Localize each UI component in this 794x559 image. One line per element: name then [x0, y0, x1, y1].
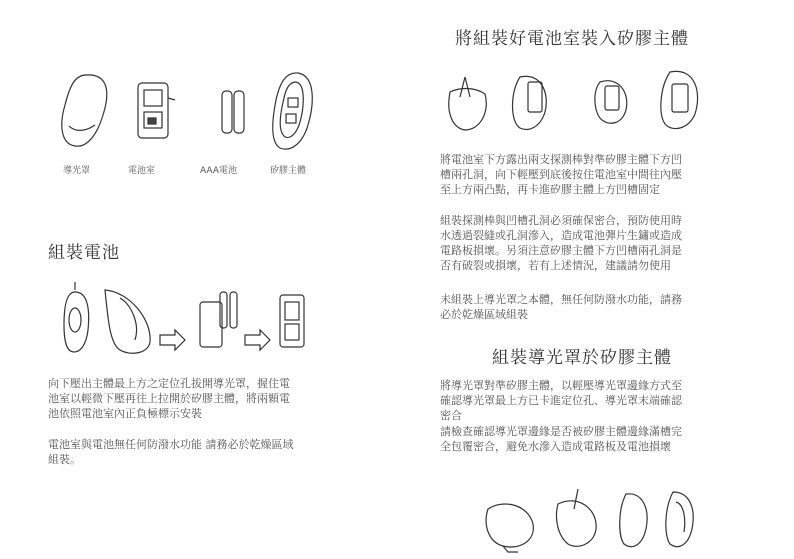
- insert-compartment-instructions: 將電池室下方露出兩支探測棒對準矽膠主體下方凹 槽兩孔洞，向下輕壓到底後按住電池室中間往內壓 至上方兩凸點，再卡進矽膠主體上方凹槽固定: [440, 153, 682, 196]
- insert-step-illustrations: [440, 62, 730, 137]
- no-waterproof-note: 未組裝上導光罩之本體，無任何防潑水功能，請務 必於乾燥區域組裝: [440, 293, 682, 321]
- section-title-assemble-battery: 組裝電池: [48, 243, 120, 263]
- section-title-insert-compartment: 將組裝好電池室裝入矽膠主體: [455, 29, 689, 49]
- aaa-batteries-illustration: [219, 88, 249, 138]
- part-label-light-cover: 導光罩: [63, 166, 91, 176]
- assemble-battery-warning: 電池室與電池無任何防潑水功能 請務必於乾燥區域 組裝。: [48, 438, 294, 466]
- part-label-silicone-body: 矽膠主體: [270, 166, 307, 176]
- battery-compartment-illustration: [133, 78, 178, 148]
- assemble-cover-instructions: 將導光罩對準矽膠主體，以輕壓導光罩邊緣方式至 確認導光罩最上方已卡進定位孔、導光罩末端確認 密合: [440, 379, 682, 422]
- section-title-assemble-cover: 組裝導光罩於矽膠主體: [492, 348, 672, 368]
- cover-step-illustrations: [478, 484, 708, 554]
- assemble-cover-check: 請檢查確認導光罩邊緣是否被矽膠主體邊緣滿槽完 全包覆密合，避免水滲入造成電路板及電池損壞: [440, 425, 682, 453]
- silicone-body-illustration: [268, 70, 318, 155]
- assemble-battery-instructions: 向下壓出主體最上方之定位孔拔開導光罩，握住電 池室以輕微下壓再往上拉開於矽膠主體，將兩顆電 池依照電池室內正負極標示安裝: [48, 377, 290, 420]
- insert-compartment-warning: 組裝探測棒與凹槽孔洞必須確保密合，預防使用時 水透過裂縫或孔洞滲入，造成電池彈片生鏽或造成 電路板損壞。另須注意矽膠主體下方凹槽兩孔洞是 否有破裂或損壞，若有上述情況，建議請勿使用: [440, 214, 682, 272]
- light-cover-illustration: [55, 70, 115, 155]
- part-label-battery-compartment: 電池室: [128, 166, 156, 176]
- battery-step-illustrations: [60, 280, 340, 360]
- part-label-aaa-batteries: AAA電池: [200, 166, 237, 176]
